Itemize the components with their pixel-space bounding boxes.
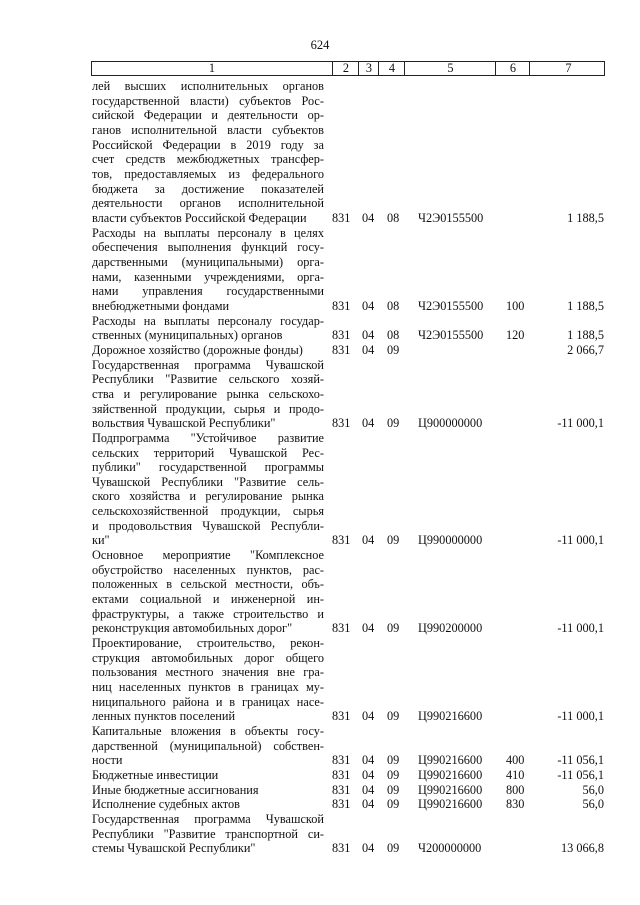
table-row	[92, 636, 604, 724]
row-name-line: положенных в сельской местности, объ-	[92, 577, 324, 592]
row-name-line: Государственная программа Чувашской	[92, 357, 324, 372]
cell-c6: 400	[506, 753, 525, 768]
table-header	[91, 61, 605, 76]
cell-c7: 56,0	[582, 782, 604, 797]
table-row	[92, 314, 604, 343]
cell-c5: Ц990216600	[418, 753, 483, 768]
cell-c7: -11 000,1	[557, 709, 604, 724]
header-col-7: 7	[529, 62, 607, 75]
cell-c2: 831	[332, 797, 351, 812]
row-name-line: деятельности органов исполнительной	[92, 196, 324, 211]
cell-c5: Ц990216600	[418, 797, 483, 812]
cell-c5: Ц990000000	[418, 533, 483, 548]
cell-c2: 831	[332, 298, 351, 313]
row-name-line: и продовольствия Чувашской Республи-	[92, 518, 324, 533]
row-name	[92, 226, 324, 314]
cell-c7: -11 056,1	[557, 753, 604, 768]
row-name-line: ганов исполнительной власти субъектов	[92, 123, 324, 137]
cell-c4: 09	[387, 709, 400, 724]
cell-c3: 04	[362, 621, 375, 636]
row-name-line: дарственной (муниципальной) собствен-	[92, 738, 324, 753]
header-col-6: 6	[495, 62, 530, 75]
row-name-line: Подпрограмма "Устойчивое развитие	[92, 430, 324, 445]
cell-c2: 831	[332, 782, 351, 797]
row-name	[92, 636, 324, 724]
cell-c2: 831	[332, 709, 351, 724]
header-col-5: 5	[404, 62, 496, 75]
cell-c2: 831	[332, 328, 351, 343]
cell-c4: 09	[387, 621, 400, 636]
cell-c3: 04	[362, 797, 375, 812]
table-row	[92, 358, 604, 431]
row-name-line: ности	[92, 753, 123, 768]
cell-c3: 04	[362, 841, 375, 856]
row-name-line: сельских территорий Чувашской Рес-	[92, 445, 324, 460]
row-name-line: стемы Чувашской Республики"	[92, 841, 256, 856]
cell-c3: 04	[362, 416, 375, 431]
cell-c3: 04	[362, 782, 375, 797]
row-name-line: обустройство населенных пунктов, рас-	[92, 562, 324, 577]
row-name-line: сийской Федерации и деятельности ор-	[92, 108, 324, 123]
cell-c5: Ц990216600	[418, 782, 483, 797]
cell-c4: 09	[387, 753, 400, 768]
row-name-line: дарственными (муниципальными) орга-	[92, 254, 324, 269]
cell-c4: 09	[387, 768, 400, 783]
row-name-line: внебюджетными фондами	[92, 298, 230, 313]
cell-c7: 1 188,5	[567, 328, 604, 343]
row-name	[92, 343, 324, 358]
cell-c4: 09	[387, 782, 400, 797]
row-name-line: нами управления государственными	[92, 284, 324, 299]
row-name-line: публики" государственной программы	[92, 460, 324, 475]
cell-c5: Ч2Э0155500	[418, 210, 484, 225]
table-row	[92, 226, 604, 314]
row-name-line: Расходы на выплаты персоналу в целях	[92, 225, 324, 240]
row-name	[92, 431, 324, 548]
row-name-line: лей высших исполнительных органов	[92, 79, 324, 94]
row-name-line: тов, предоставляемых из федерального	[92, 166, 324, 181]
cell-c3: 04	[362, 709, 375, 724]
cell-c5: Ц990216600	[418, 768, 483, 783]
table-row	[92, 343, 604, 358]
cell-c6: 410	[506, 768, 525, 783]
row-name-line: Республики "Развитие транспортной си-	[92, 826, 324, 841]
cell-c6: 800	[506, 782, 525, 797]
cell-c4: 09	[387, 841, 400, 856]
cell-c3: 04	[362, 533, 375, 548]
cell-c4: 08	[387, 210, 400, 225]
row-name	[92, 79, 324, 226]
cell-c2: 831	[332, 342, 351, 357]
cell-c7: 56,0	[582, 797, 604, 812]
cell-c3: 04	[362, 342, 375, 357]
row-name-line: Бюджетные инвестиции	[92, 768, 219, 783]
cell-c7: -11 000,1	[557, 621, 604, 636]
cell-c2: 831	[332, 753, 351, 768]
row-name-line: счет средств межбюджетных трансфер-	[92, 152, 324, 167]
cell-c4: 09	[387, 342, 400, 357]
row-name-line: нами, казенными учреждениями, орга-	[92, 269, 324, 284]
row-name-line: ниципального района и в границах насе-	[92, 694, 324, 709]
row-name-line: ского хозяйства и регулирование рынка	[92, 489, 324, 504]
row-name-line: Российской Федерации в 2019 году за	[92, 137, 324, 152]
row-name	[92, 314, 324, 343]
cell-c5: Ч2Э0155500	[418, 328, 484, 343]
cell-c4: 09	[387, 533, 400, 548]
cell-c7: 1 188,5	[567, 210, 604, 225]
row-name	[92, 812, 324, 856]
cell-c4: 09	[387, 797, 400, 812]
cell-c6: 100	[506, 298, 525, 313]
row-name-line: Исполнение судебных актов	[92, 797, 240, 812]
cell-c3: 04	[362, 768, 375, 783]
cell-c7: 1 188,5	[567, 298, 604, 313]
row-name-line: Иные бюджетные ассигнования	[92, 782, 259, 797]
row-name-line: Государственная программа Чувашской	[92, 812, 324, 826]
row-name-line: обеспечения выполнения функций госу-	[92, 240, 324, 255]
cell-c6: 830	[506, 797, 525, 812]
row-name	[92, 783, 324, 798]
cell-c7: -11 000,1	[557, 533, 604, 548]
header-col-4: 4	[378, 62, 405, 75]
row-name-line: Основное мероприятие "Комплексное	[92, 548, 324, 563]
cell-c5: Ц900000000	[418, 416, 483, 431]
page-number: 624	[310, 38, 330, 52]
header-col-3: 3	[358, 62, 379, 75]
cell-c5: Ч200000000	[418, 841, 482, 856]
cell-c7: -11 000,1	[557, 416, 604, 431]
table-row	[92, 768, 604, 783]
row-name-line: Дорожное хозяйство (дорожные фонды)	[92, 342, 303, 357]
cell-c3: 04	[362, 753, 375, 768]
row-name-line: Расходы на выплаты персоналу государ-	[92, 313, 324, 328]
row-name	[92, 358, 324, 431]
cell-c5: Ц990216600	[418, 709, 483, 724]
cell-c5: Ц990200000	[418, 621, 483, 636]
cell-c2: 831	[332, 533, 351, 548]
row-name-line: ниц населенных пунктов в границах му-	[92, 680, 324, 695]
row-name-line: бюджета за достижение показателей	[92, 181, 324, 196]
row-name-line: фраструктуры, а также строительство и	[92, 606, 324, 621]
table-row	[92, 431, 604, 548]
row-name-line: сельскохозяйственной продукции, сырья	[92, 504, 324, 519]
cell-c4: 08	[387, 328, 400, 343]
cell-c5: Ч2Э0155500	[418, 298, 484, 313]
cell-c2: 831	[332, 621, 351, 636]
row-name-line: Капитальные вложения в объекты госу-	[92, 724, 324, 739]
row-name-line: Проектирование, строительство, рекон-	[92, 636, 324, 651]
cell-c2: 831	[332, 768, 351, 783]
row-name-line: Чувашской Республики "Развитие сель-	[92, 474, 324, 489]
cell-c2: 831	[332, 841, 351, 856]
row-name	[92, 768, 324, 783]
cell-c3: 04	[362, 298, 375, 313]
table-row	[92, 783, 604, 798]
row-name-line: вольствия Чувашской Республики"	[92, 416, 276, 431]
row-name	[92, 724, 324, 768]
row-name-line: ственных (муниципальных) органов	[92, 328, 283, 343]
table-row	[92, 548, 604, 636]
cell-c4: 09	[387, 416, 400, 431]
row-name-line: власти субъектов Российской Федерации	[92, 210, 307, 225]
cell-c3: 04	[362, 210, 375, 225]
row-name-line: ки"	[92, 533, 110, 548]
table-row	[92, 79, 604, 226]
cell-c7: -11 056,1	[557, 768, 604, 783]
row-name-line: ства и регулирование рынка сельскохо-	[92, 386, 324, 401]
header-col-2: 2	[332, 62, 359, 75]
row-name	[92, 548, 324, 636]
cell-c7: 2 066,7	[567, 342, 604, 357]
row-name-line: пользования местного значения вне гра-	[92, 665, 324, 680]
table-row	[92, 724, 604, 768]
table-row	[92, 797, 604, 812]
cell-c4: 08	[387, 298, 400, 313]
row-name	[92, 797, 324, 812]
row-name-line: реконструкция автомобильных дорог"	[92, 621, 293, 636]
row-name-line: Республики "Развитие сельского хозяй-	[92, 372, 324, 387]
row-name-line: ектами социальной и инженерной ин-	[92, 592, 324, 607]
cell-c3: 04	[362, 328, 375, 343]
cell-c2: 831	[332, 210, 351, 225]
header-col-1: 1	[208, 61, 216, 75]
row-name-line: ленных пунктов поселений	[92, 709, 236, 724]
row-name-line: государственной власти) субъектов Рос-	[92, 93, 324, 108]
cell-c2: 831	[332, 416, 351, 431]
row-name-line: струкция автомобильных дорог общего	[92, 650, 324, 665]
cell-c6: 120	[506, 328, 525, 343]
table-row	[92, 812, 604, 856]
row-name-line: зяйственной продукции, сырья и продо-	[92, 401, 324, 416]
cell-c7: 13 066,8	[560, 841, 604, 856]
